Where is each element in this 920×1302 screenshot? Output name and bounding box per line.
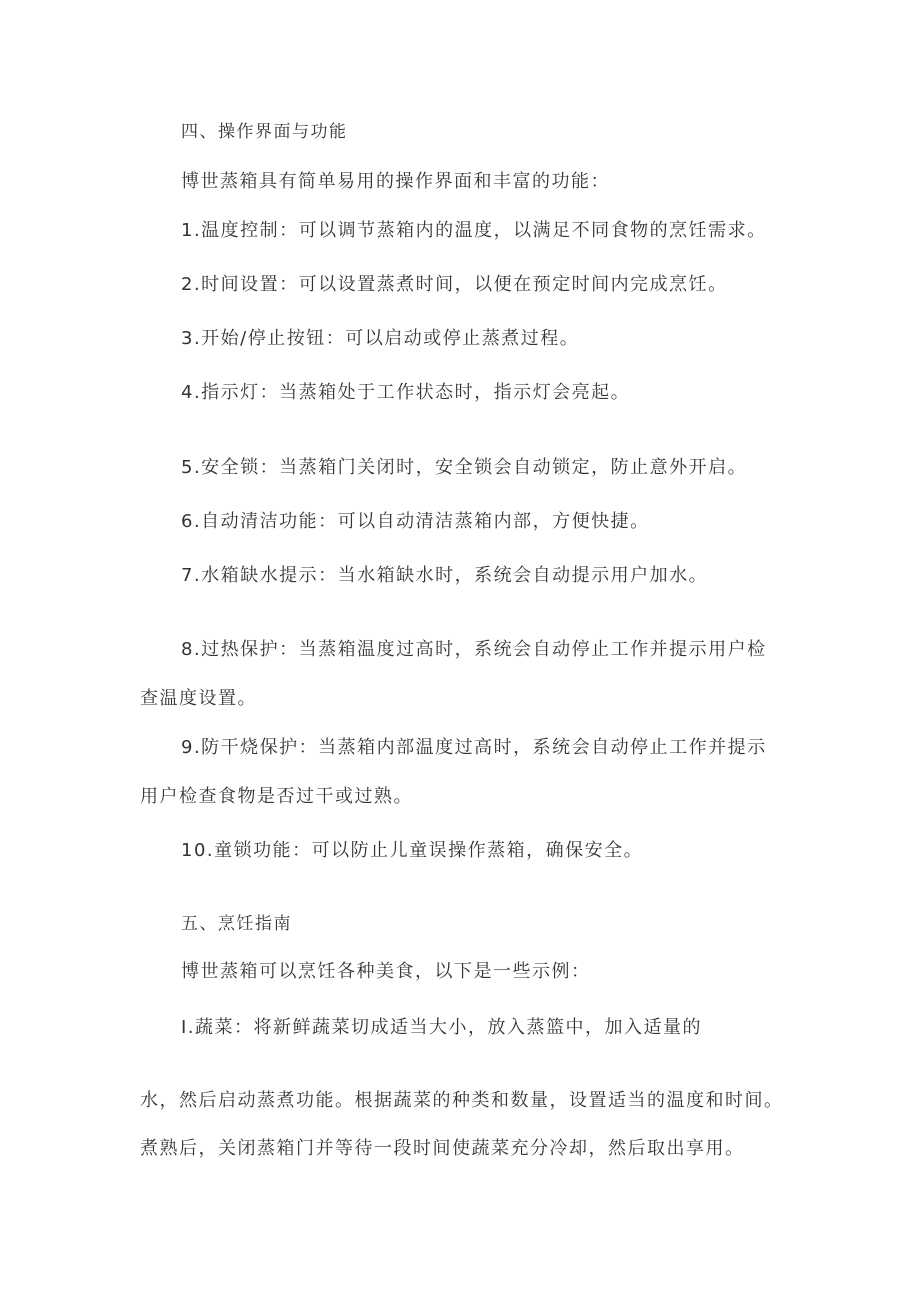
recipe-item-1-line-2: 水，然后启动蒸煮功能。根据蔬菜的种类和数量，设置适当的温度和时间。	[140, 1090, 784, 1111]
list-item-1: 1.温度控制：可以调节蒸箱内的温度，以满足不同食物的烹饪需求。	[181, 220, 767, 241]
list-item-5: 5.安全锁：当蒸箱门关闭时，安全锁会自动锁定，防止意外开启。	[181, 457, 748, 478]
list-item-2: 2.时间设置：可以设置蒸煮时间，以便在预定时间内完成烹饪。	[181, 274, 728, 295]
list-item-7: 7.水箱缺水提示：当水箱缺水时，系统会自动提示用户加水。	[181, 565, 709, 586]
recipe-item-1-line-1: I.蔬菜：将新鲜蔬菜切成适当大小，放入蒸篮中，加入适量的	[181, 1017, 703, 1038]
section-4-heading: 四、操作界面与功能	[181, 122, 348, 142]
list-item-9-line-1: 9.防干烧保护：当蒸箱内部温度过高时，系统会自动停止工作并提示	[181, 737, 767, 758]
list-item-9-line-2: 用户检查食物是否过干或过熟。	[140, 786, 413, 807]
list-item-8-line-2: 查温度设置。	[140, 688, 257, 709]
section-5-intro: 博世蒸箱可以烹饪各种美食，以下是一些示例：	[181, 961, 591, 982]
recipe-item-1-line-3: 煮熟后，关闭蒸箱门并等待一段时间使蔬菜充分冷却，然后取出享用。	[140, 1138, 745, 1159]
list-item-8-line-1: 8.过热保护：当蒸箱温度过高时，系统会自动停止工作并提示用户检	[181, 639, 767, 660]
list-item-6: 6.自动清洁功能：可以自动清洁蒸箱内部，方便快捷。	[181, 511, 650, 532]
list-item-4: 4.指示灯：当蒸箱处于工作状态时，指示灯会亮起。	[181, 382, 631, 403]
list-item-3: 3.开始/停止按钮：可以启动或停止蒸煮过程。	[181, 328, 580, 349]
section-4-intro: 博世蒸箱具有简单易用的操作界面和丰富的功能：	[181, 171, 610, 192]
section-5-heading: 五、烹饪指南	[181, 914, 292, 934]
list-item-10: 10.童锁功能：可以防止儿童误操作蒸箱，确保安全。	[181, 840, 644, 861]
